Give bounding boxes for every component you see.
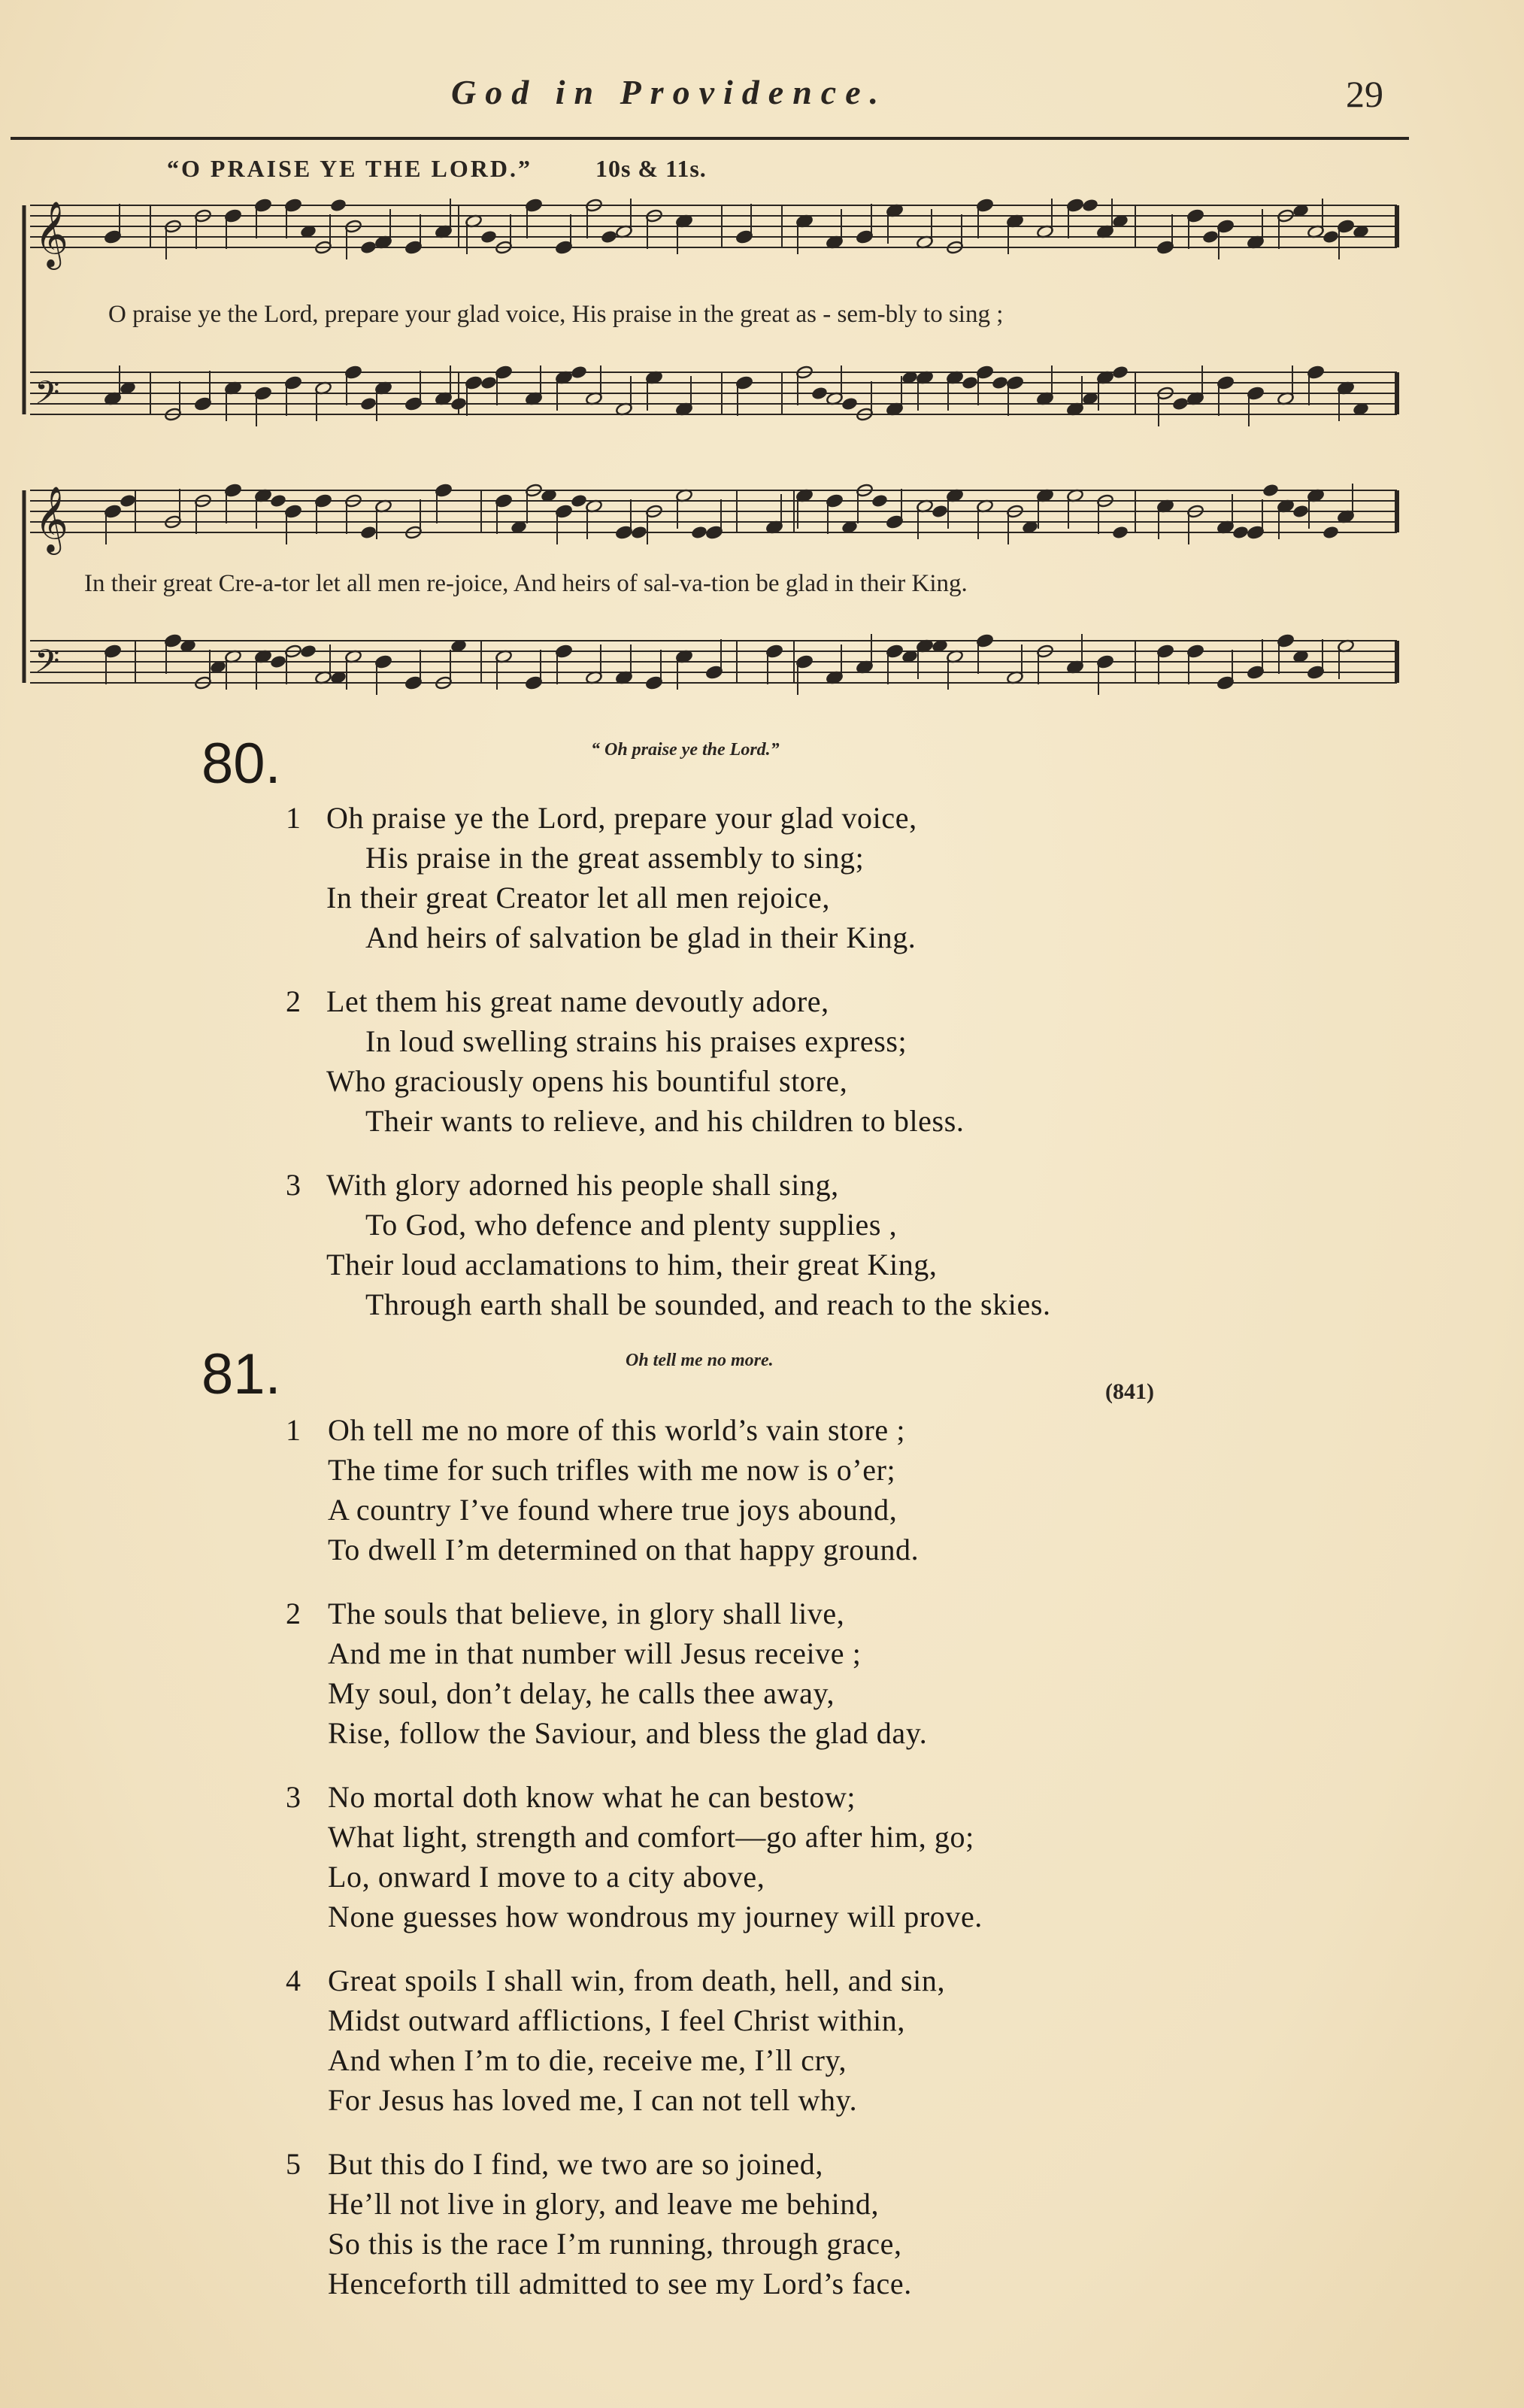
verse-line: And when I’m to die, receive me, I’ll cry, bbox=[328, 2043, 847, 2077]
note-head bbox=[691, 526, 707, 538]
music-score bbox=[0, 180, 1524, 707]
verse-line: In loud swelling strains his praises express; bbox=[365, 1024, 907, 1058]
stanza-number: 2 bbox=[286, 1597, 301, 1630]
hymn-80-number: 80. bbox=[201, 732, 281, 796]
verse-line: Their loud acclamations to him, their great King, bbox=[326, 1248, 938, 1281]
verse-line: A country I’ve found where true joys abound, bbox=[328, 1493, 898, 1527]
note-head bbox=[811, 387, 827, 399]
verse-line: None guesses how wondrous my journey will prove. bbox=[328, 1900, 983, 1933]
stanza-number: 5 bbox=[286, 2147, 301, 2181]
tune-lyrics-line-2: In their great Cre-a-tor let all men re-joice, And heirs of sal-va-tion be glad in their King. bbox=[84, 570, 968, 597]
verse-line: Oh tell me no more of this world’s vain store ; bbox=[328, 1413, 906, 1447]
note-head bbox=[1262, 484, 1278, 496]
verse-line: No mortal doth know what he can bestow; bbox=[328, 1780, 856, 1814]
note-head bbox=[631, 526, 647, 538]
note-head bbox=[1323, 526, 1338, 538]
note-head bbox=[480, 376, 496, 389]
note-head bbox=[992, 376, 1007, 389]
verse-line: Oh praise ye the Lord, prepare your glad voice, bbox=[326, 801, 917, 835]
note-head bbox=[571, 494, 586, 507]
note-head bbox=[1232, 526, 1248, 538]
hymn-81-number: 81. bbox=[201, 1342, 281, 1406]
bass-clef: 𝄢 bbox=[35, 643, 60, 688]
note-head bbox=[300, 644, 316, 657]
running-title: God in Providence. bbox=[451, 73, 888, 111]
verse-line: Rise, follow the Saviour, and bless the glad day. bbox=[328, 1716, 928, 1750]
note-head bbox=[601, 230, 617, 243]
verse-line: His praise in the great assembly to sing; bbox=[365, 841, 865, 875]
tune-meter: 10s & 11s. bbox=[595, 155, 707, 182]
tune-title: “O PRAISE YE THE LORD.” bbox=[167, 155, 532, 182]
stanza-number: 4 bbox=[286, 1964, 301, 1997]
stanza-number: 3 bbox=[286, 1780, 301, 1814]
verse-line: Henceforth till admitted to see my Lord’s face. bbox=[328, 2267, 912, 2300]
verse-line: Let them his great name devoutly adore, bbox=[326, 984, 829, 1018]
note-head bbox=[1112, 526, 1128, 538]
verse-line: And me in that number will Jesus receive ; bbox=[328, 1636, 862, 1670]
note-head bbox=[1172, 397, 1188, 410]
treble-clef: 𝄞 bbox=[35, 485, 68, 552]
note-head bbox=[450, 397, 466, 410]
hymn-81-tune-ref: (841) bbox=[1105, 1379, 1154, 1404]
note-head bbox=[360, 397, 376, 410]
verse-line: He’ll not live in glory, and leave me behind, bbox=[328, 2187, 880, 2221]
note-head bbox=[1323, 230, 1338, 243]
note-head bbox=[360, 241, 376, 253]
tune-heading bbox=[167, 155, 707, 183]
verse-line: Who graciously opens his bountiful store, bbox=[326, 1064, 848, 1098]
note-head bbox=[962, 376, 977, 389]
note-head bbox=[1292, 505, 1308, 517]
verse-line: Lo, onward I move to a city above, bbox=[328, 1860, 765, 1894]
note-head bbox=[932, 505, 947, 517]
note-head bbox=[571, 365, 586, 378]
hymn-81-title: Oh tell me no more. bbox=[626, 1351, 774, 1370]
hymn-80-title: “ Oh praise ye the Lord.” bbox=[591, 740, 780, 760]
note-head bbox=[360, 526, 376, 538]
verse-line: With glory adorned his people shall sing, bbox=[326, 1168, 839, 1202]
note-head bbox=[330, 199, 346, 211]
note-head bbox=[270, 655, 286, 668]
verse-line: The time for such trifles with me now is o’er; bbox=[328, 1453, 896, 1487]
verse-line: The souls that believe, in glory shall live, bbox=[328, 1597, 845, 1630]
tune-lyrics-line-1: O praise ye the Lord, prepare your glad voice, His praise in the great as - sem-bly to sing ; bbox=[108, 301, 1004, 328]
verse-line: What light, strength and comfort—go after him, go; bbox=[328, 1820, 974, 1854]
verse-line: Midst outward afflictions, I feel Christ within, bbox=[328, 2003, 905, 2037]
stanza-number: 1 bbox=[286, 1413, 301, 1447]
note-head bbox=[841, 397, 857, 410]
note-head bbox=[1082, 199, 1098, 211]
verse-line: And heirs of salvation be glad in their King. bbox=[365, 920, 917, 954]
verse-line: Great spoils I shall win, from death, hell, and sin, bbox=[328, 1964, 946, 1997]
note-head bbox=[1112, 365, 1128, 378]
verse-line: In their great Creator let all men rejoice, bbox=[326, 881, 830, 914]
header-rule bbox=[11, 137, 1409, 140]
note-head bbox=[270, 494, 286, 507]
bass-clef: 𝄢 bbox=[35, 375, 60, 420]
stanza-number: 2 bbox=[286, 984, 301, 1018]
verse-line: Their wants to relieve, and his children to bless. bbox=[365, 1104, 965, 1138]
verse-line: So this is the race I’m running, through grace, bbox=[328, 2227, 902, 2261]
note-head bbox=[120, 494, 135, 507]
verse-line: My soul, don’t delay, he calls thee away, bbox=[328, 1676, 835, 1710]
stanza-number: 3 bbox=[286, 1168, 301, 1202]
page-number: 29 bbox=[1346, 73, 1383, 115]
verse-line: Through earth shall be sounded, and reach to the skies. bbox=[365, 1287, 1051, 1321]
verse-line: But this do I find, we two are so joined, bbox=[328, 2147, 823, 2181]
note-head bbox=[1202, 230, 1218, 243]
note-head bbox=[871, 494, 887, 507]
verse-line: To God, who defence and plenty supplies , bbox=[365, 1208, 898, 1242]
stanza-number: 1 bbox=[286, 801, 301, 835]
treble-clef: 𝄞 bbox=[35, 200, 68, 267]
verse-line: To dwell I’m determined on that happy ground. bbox=[328, 1533, 920, 1566]
verse-line: For Jesus has loved me, I can not tell why. bbox=[328, 2083, 858, 2117]
note-head bbox=[480, 230, 496, 243]
